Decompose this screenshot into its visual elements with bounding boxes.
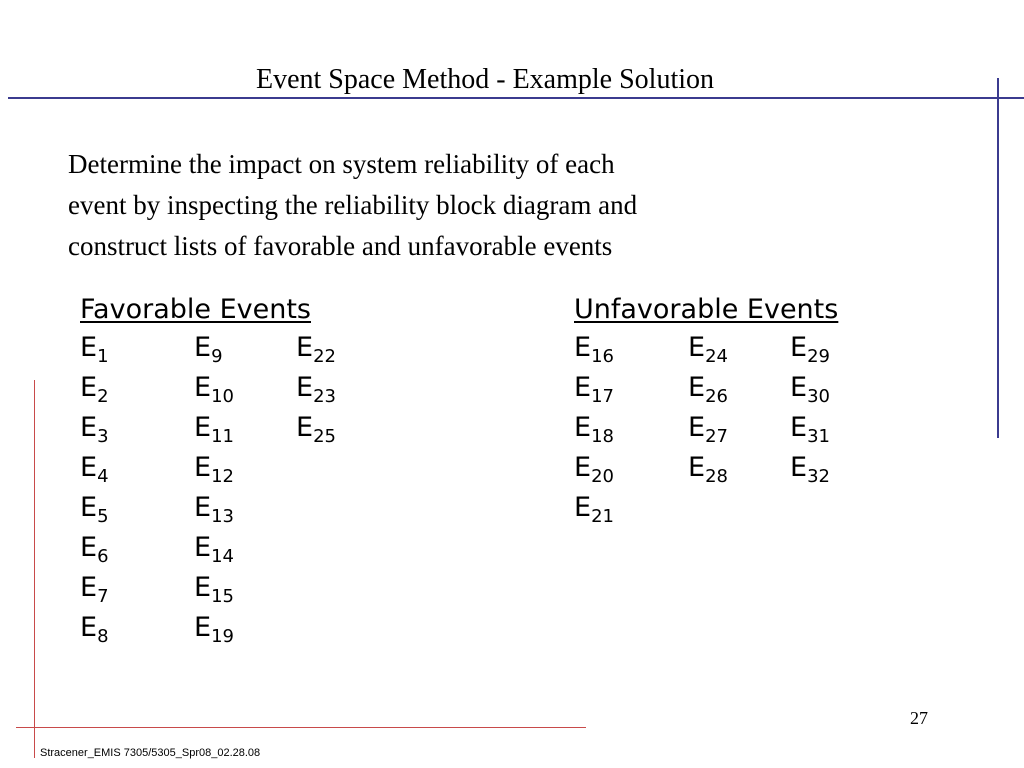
event-letter: E [790,412,808,443]
event-subscript: 6 [97,546,109,567]
top-divider-line [8,97,1024,99]
event-letter: E [296,332,314,363]
event-item [574,448,688,488]
event-subscript: 13 [211,506,234,527]
event-item [80,528,194,568]
event-letter: E [688,452,706,483]
event-subscript: 29 [807,346,830,367]
event-letter: E [194,332,212,363]
event-letter: E [574,332,592,363]
event-column [80,328,194,648]
event-item [80,368,194,408]
event-subscript: 4 [97,466,109,487]
right-divider-line [997,78,999,438]
favorable-events-columns [80,328,398,648]
event-letter: E [80,532,98,563]
slide-title: Event Space Method - Example Solution [255,64,715,95]
event-subscript: 14 [211,546,234,567]
event-item [80,448,194,488]
event-item [296,408,398,448]
event-item [80,408,194,448]
event-letter: E [80,332,98,363]
event-letter: E [80,492,98,523]
event-item [80,328,194,368]
event-subscript: 26 [705,386,728,407]
event-letter: E [688,412,706,443]
event-letter: E [574,412,592,443]
event-subscript: 1 [97,346,109,367]
event-subscript: 28 [705,466,728,487]
event-subscript: 18 [591,426,614,447]
event-column [296,328,398,648]
event-letter: E [574,492,592,523]
unfavorable-events-columns [574,328,892,528]
intro-line: Determine the impact on system reliability of each [68,149,615,179]
event-letter: E [194,452,212,483]
event-item [194,608,296,648]
left-divider-line [34,380,35,758]
event-subscript: 7 [97,586,109,607]
event-subscript: 16 [591,346,614,367]
event-item [574,368,688,408]
event-item [194,408,296,448]
event-letter: E [80,612,98,643]
event-item [688,408,790,448]
event-letter: E [80,412,98,443]
event-column [574,328,688,528]
event-letter: E [790,372,808,403]
event-item [574,328,688,368]
event-item [194,488,296,528]
event-item [80,488,194,528]
event-subscript: 20 [591,466,614,487]
event-letter: E [80,452,98,483]
event-letter: E [688,332,706,363]
event-letter: E [80,572,98,603]
event-column [688,328,790,528]
event-letter: E [194,532,212,563]
event-item [688,328,790,368]
event-subscript: 22 [313,346,336,367]
event-subscript: 10 [211,386,234,407]
event-item [80,608,194,648]
event-letter: E [194,612,212,643]
event-letter: E [194,412,212,443]
event-column [790,328,892,528]
event-letter: E [194,572,212,603]
event-subscript: 25 [313,426,336,447]
event-subscript: 12 [211,466,234,487]
event-letter: E [574,452,592,483]
event-letter: E [688,372,706,403]
event-subscript: 24 [705,346,728,367]
event-item [790,448,892,488]
bottom-divider-line [16,727,586,728]
footer-text: Stracener_EMIS 7305/5305_Spr08_02.28.08 [40,747,261,759]
event-subscript: 15 [211,586,234,607]
event-item [296,368,398,408]
event-subscript: 19 [211,626,234,647]
event-item [574,488,688,528]
event-item [194,328,296,368]
event-item [80,568,194,608]
event-subscript: 11 [211,426,234,447]
event-item [790,368,892,408]
event-letter: E [194,372,212,403]
intro-line: construct lists of favorable and unfavorable events [68,231,613,261]
event-item [296,328,398,368]
event-item [574,408,688,448]
event-subscript: 5 [97,506,109,527]
event-subscript: 30 [807,386,830,407]
favorable-events-heading: Favorable Events [80,294,311,325]
event-item [194,528,296,568]
event-item [688,448,790,488]
event-subscript: 27 [705,426,728,447]
event-item [790,328,892,368]
event-subscript: 2 [97,386,109,407]
event-letter: E [194,492,212,523]
event-subscript: 3 [97,426,109,447]
event-item [194,568,296,608]
event-letter: E [296,412,314,443]
unfavorable-events-list [574,292,892,528]
event-subscript: 31 [807,426,830,447]
event-item [790,408,892,448]
event-item [194,448,296,488]
event-column [194,328,296,648]
event-subscript: 9 [211,346,223,367]
intro-paragraph [68,144,828,267]
event-item [194,368,296,408]
event-letter: E [80,372,98,403]
event-subscript: 21 [591,506,614,527]
intro-line: event by inspecting the reliability block diagram and [68,190,638,220]
event-letter: E [790,452,808,483]
event-subscript: 32 [807,466,830,487]
event-subscript: 8 [97,626,109,647]
favorable-events-list [80,292,398,648]
event-letter: E [296,372,314,403]
unfavorable-events-heading: Unfavorable Events [574,294,839,325]
event-item [688,368,790,408]
event-letter: E [574,372,592,403]
event-letter: E [790,332,808,363]
page-number: 27 [910,708,928,728]
event-subscript: 17 [591,386,614,407]
event-subscript: 23 [313,386,336,407]
